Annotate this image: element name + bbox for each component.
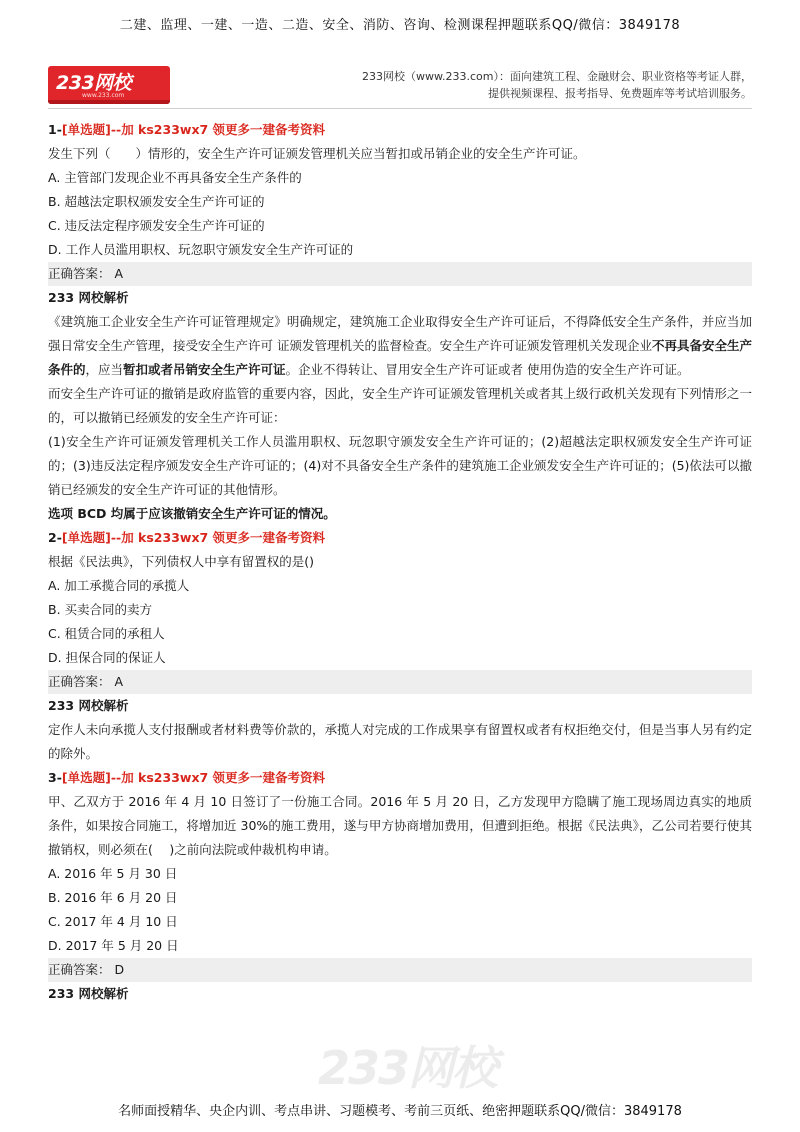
- analysis-conclusion: 选项 BCD 均属于应该撤销安全生产许可证的情况。: [48, 506, 336, 521]
- option-d: D. 2017 年 5 月 20 日: [48, 938, 179, 953]
- option-a: A. 主管部门发现企业不再具备安全生产条件的: [48, 170, 302, 185]
- analysis-paragraph: 而安全生产许可证的撤销是政府监管的重要内容，因此，安全生产许可证颁发管理机关或者其上级行政机关发现有下列情形之一的，可以撤销已经颁发的安全生产许可证：: [48, 386, 752, 425]
- question-stem: 根据《民法典》，下列债权人中享有留置权的是(): [48, 554, 315, 569]
- header-intro: 233网校（www.233.com）：面向建筑工程、金融财会、职业资格等考证人群， 提供视频课程、报考指导、免费题库等考试培训服务。: [362, 70, 752, 100]
- correct-answer: 正确答案： D: [48, 958, 752, 982]
- question-title: 1-[单选题]--加 ks233wx7 领更多一建备考资料: [48, 122, 326, 137]
- top-banner: 二建、监理、一建、一造、二造、安全、消防、咨询、检测课程押题联系QQ/微信：3849178: [119, 18, 681, 33]
- analysis-title: 233 网校解析: [48, 986, 129, 1001]
- document-body: [48, 118, 752, 1006]
- option-c: C. 2017 年 4 月 10 日: [48, 914, 178, 929]
- question-title: 3-[单选题]--加 ks233wx7 领更多一建备考资料: [48, 770, 326, 785]
- question-stem: 发生下列（ ）情形的，安全生产许可证颁发管理机关应当暂扣或吊销企业的安全生产许可证。: [48, 146, 586, 161]
- watermark-logo: 233网校: [318, 1041, 497, 1095]
- question-title: 2-[单选题]--加 ks233wx7 领更多一建备考资料: [48, 530, 326, 545]
- option-d: D. 工作人员滥用职权、玩忽职守颁发安全生产许可证的: [48, 242, 354, 257]
- question-stem: 甲、乙双方于 2016 年 4 月 10 日签订了一份施工合同。2016 年 5 月 20 日，乙方发现甲方隐瞒了施工现场周边真实的地质条件，如果按合同施工，将增加近 30%的施工费用，遂与甲方协商增加费用，但遭到拒绝。根据《民法典》，乙公司若要行使其撤销权，则必须在( )之前向法院或仲裁机构申请。: [48, 794, 752, 857]
- correct-answer: 正确答案： A: [48, 670, 752, 694]
- correct-answer: 正确答案： A: [48, 262, 752, 286]
- option-c: C. 租赁合同的承租人: [48, 626, 165, 641]
- option-a: A. 2016 年 5 月 30 日: [48, 866, 178, 881]
- option-b: B. 买卖合同的卖方: [48, 602, 153, 617]
- option-d: D. 担保合同的保证人: [48, 650, 166, 665]
- option-c: C. 违反法定程序颁发安全生产许可证的: [48, 218, 265, 233]
- analysis-title: 233 网校解析: [48, 698, 129, 713]
- page-header: [48, 66, 752, 108]
- option-a: A. 加工承揽合同的承揽人: [48, 578, 190, 593]
- analysis-paragraph: 定作人未向承揽人支付报酬或者材料费等价款的，承揽人对完成的工作成果享有留置权或者有权拒绝交付，但是当事人另有约定的除外。: [48, 722, 752, 761]
- header-divider: [48, 108, 752, 109]
- analysis-title: 233 网校解析: [48, 290, 129, 305]
- option-b: B. 超越法定职权颁发安全生产许可证的: [48, 194, 265, 209]
- page-footer: 名师面授精华、央企内训、考点串讲、习题模考、考前三页纸、绝密押题联系QQ/微信：3849178: [118, 1104, 682, 1119]
- 233-logo: 233网校 www.233.com: [48, 66, 170, 104]
- analysis-paragraph: (1)安全生产许可证颁发管理机关工作人员滥用职权、玩忽职守颁发安全生产许可证的；(2)超越法定职权颁发安全生产许可证的；(3)违反法定程序颁发安全生产许可证的；(4)对不具备安全生产条件的建筑施工企业颁发安全生产许可证的；(5)依法可以撤销已经颁发的安全生产许可证的其他情形。: [48, 434, 752, 497]
- analysis-paragraph: 《建筑施工企业安全生产许可证管理规定》明确规定，建筑施工企业取得安全生产许可证后，不得降低安全生产条件，并应当加强日常安全生产管理，接受安全生产许可 证颁发管理机关的监督检查。安全生产许可证颁发管理机关发现企业不再具备安全生产条件的，应当暂扣或者吊销安全生产许可证。企业不得转让、冒用安全生产许可证或者 使用伪造的安全生产许可证。: [48, 314, 752, 377]
- option-b: B. 2016 年 6 月 20 日: [48, 890, 178, 905]
